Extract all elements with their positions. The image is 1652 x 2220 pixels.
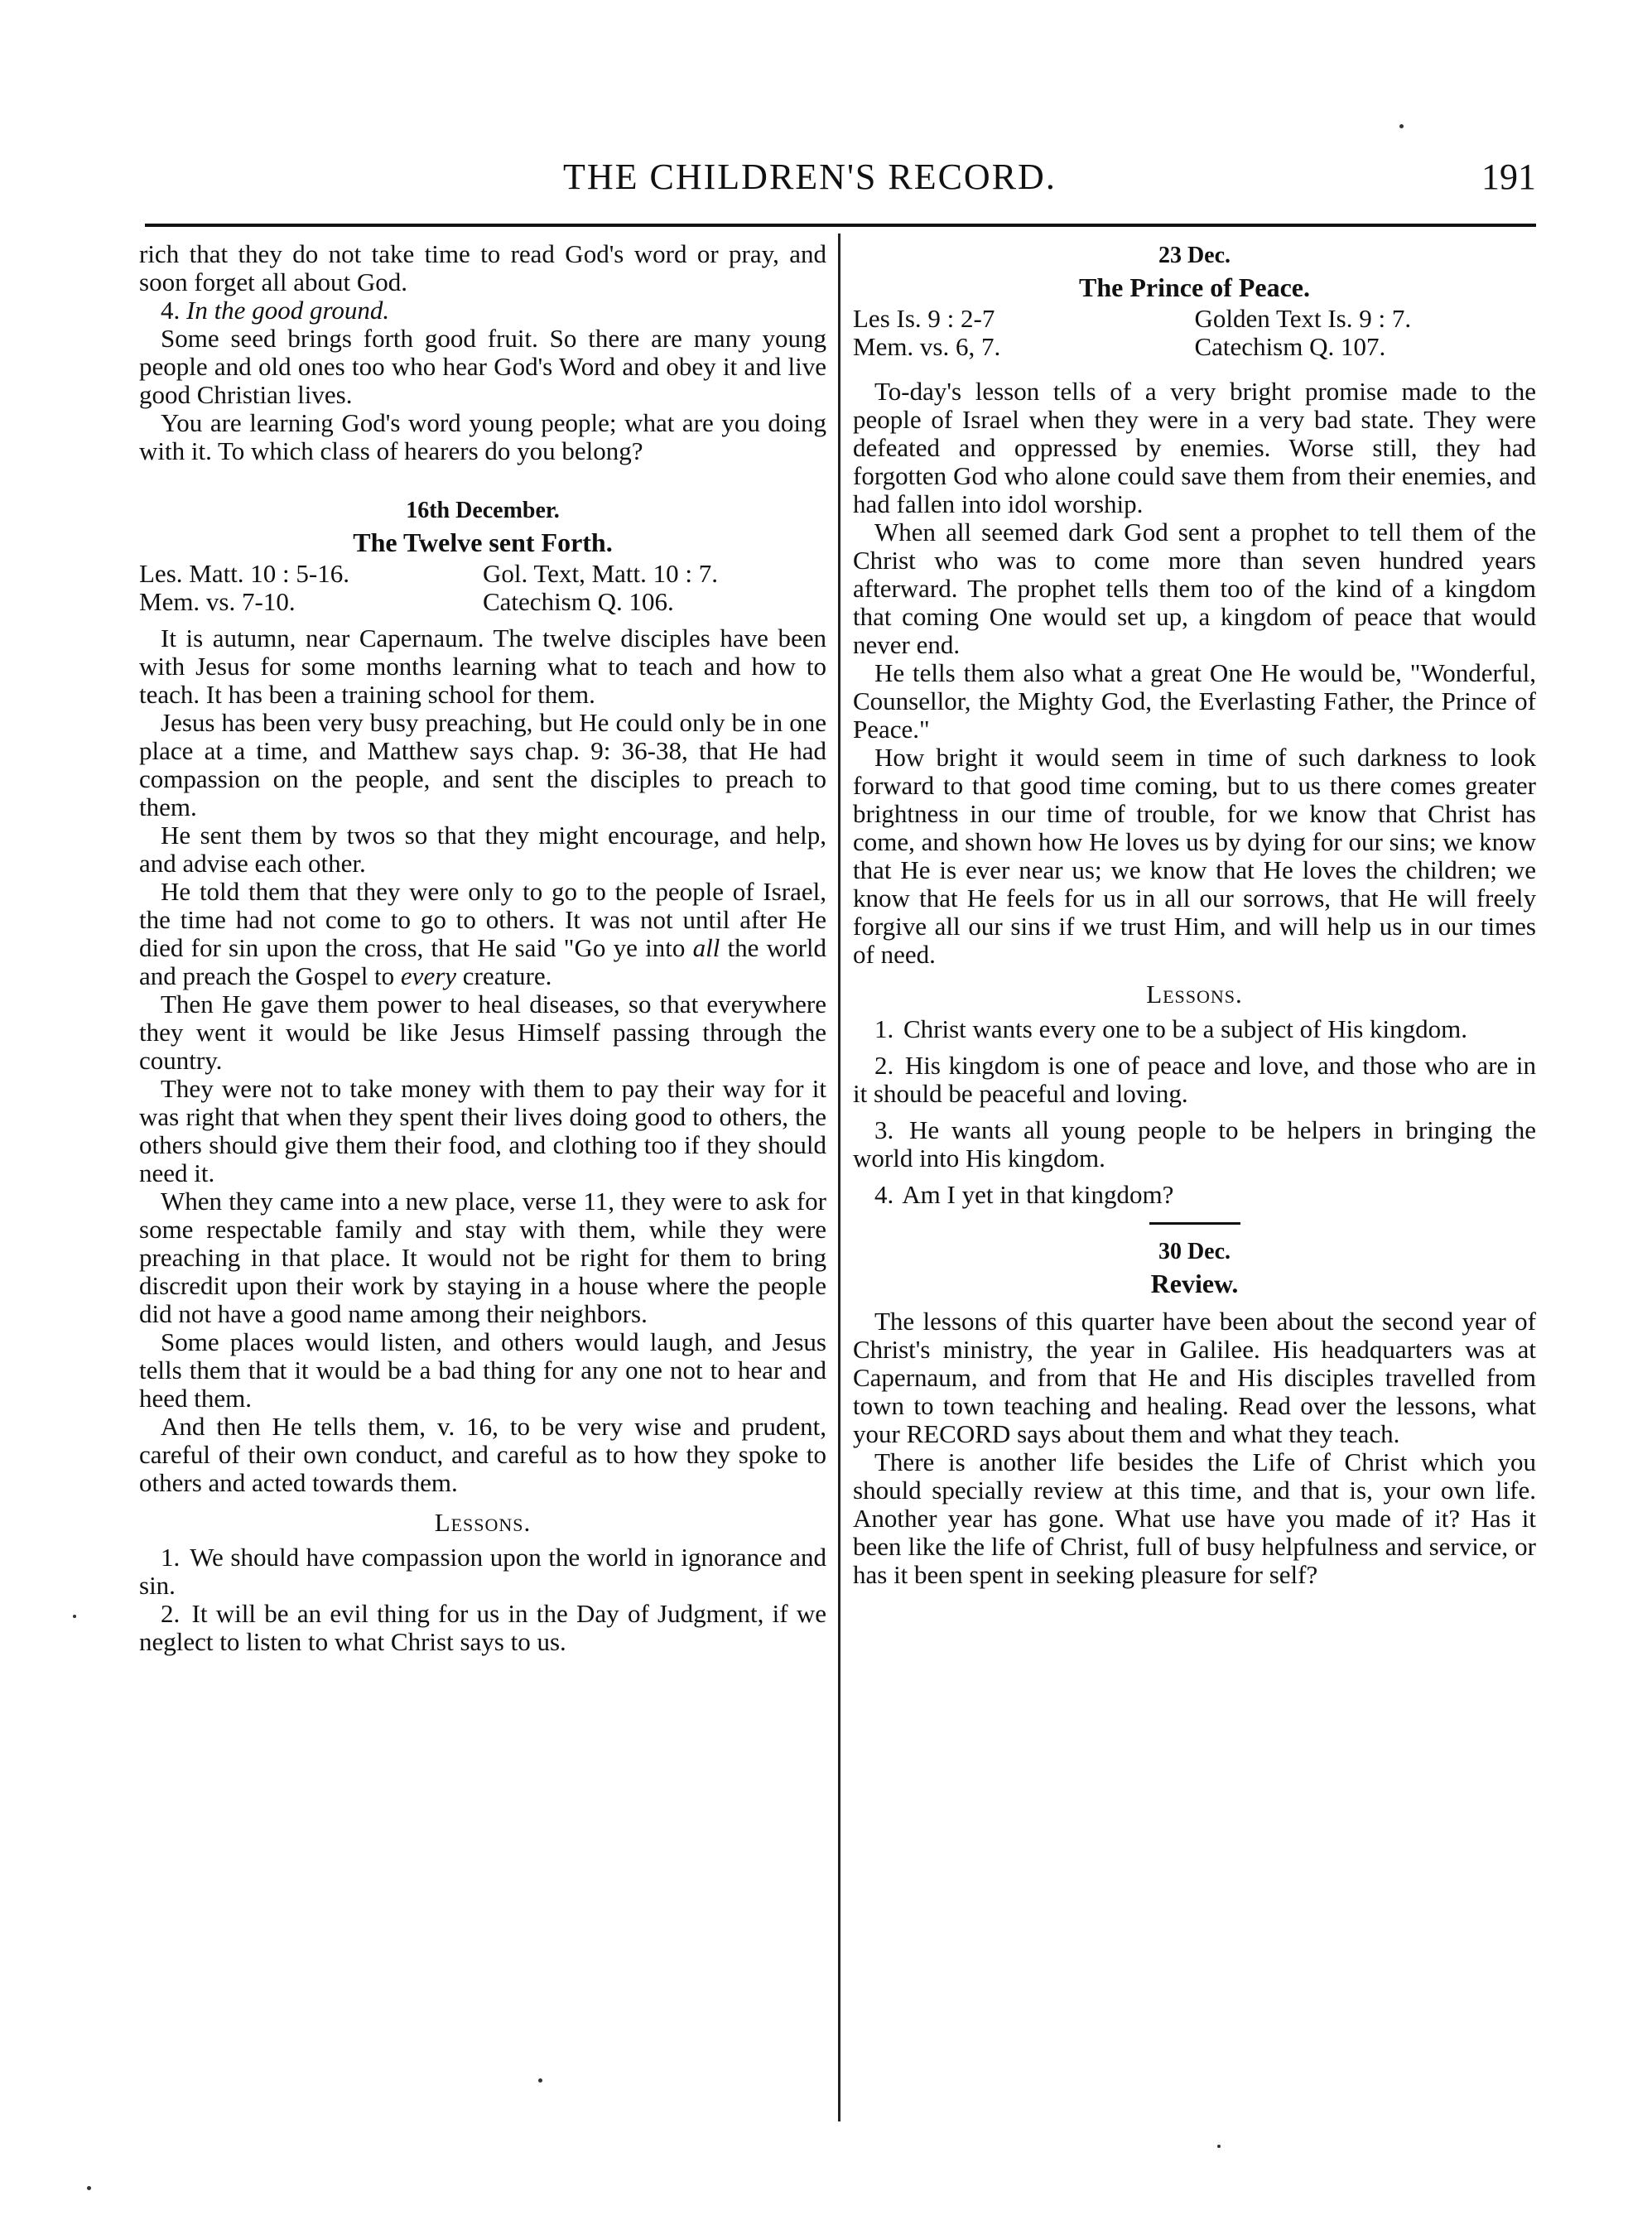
- lesson-references: [853, 305, 1536, 361]
- header-rule: [145, 224, 1536, 227]
- lesson-title: The Twelve sent Forth.: [353, 527, 613, 557]
- paragraph: How bright it would seem in time of such darkness to look forward to that good time coming, but to us there comes greater brightness in our time of trouble, for we know that Christ has come, and shown how He loves us by dying for our sins; we know that He is ever near us; we know that He loves the children; we know that He feels for us in all our sorrows, that He will freely forgive all our sins if we trust Him, and will help us in our times of need.: [853, 743, 1536, 969]
- memory-ref: Mem. vs. 6, 7.: [853, 332, 1001, 361]
- paragraph: Some seed brings forth good fruit. So there are many young people and old ones too who hear God's Word and obey it and live good Christian lives.: [139, 324, 826, 409]
- lesson-point: 4. Am I yet in that kingdom?: [874, 1180, 1174, 1209]
- scan-speck: [1399, 124, 1404, 128]
- column-divider: [838, 234, 840, 2121]
- lesson-title: The Prince of Peace.: [1079, 272, 1310, 302]
- page-number: 191: [1481, 157, 1536, 197]
- golden-text-ref: Gol. Text, Matt. 10 : 7.: [483, 559, 718, 588]
- paragraph: Then He gave them power to heal diseases, so that everywhere they went it would be like Jesus Himself passing through the country.: [139, 990, 826, 1075]
- paragraph: He tells them also what a great One He would be, "Wonderful, Counsellor, the Mighty God, the Everlasting Father, the Prince of Peace.": [853, 658, 1536, 744]
- lesson-point: 2. It will be an evil thing for us in the Day of Judgment, if we neglect to listen to what Christ says to us.: [139, 1599, 827, 1656]
- paragraph: When they came into a new place, verse 11, they were to ask for some respectable family and stay with them, while they were preaching in that place. It would not be right for them to bring discredit upon their work by staying in a house where the people did not have a good name among their neighbors.: [139, 1187, 826, 1328]
- paragraph: It is autumn, near Capernaum. The twelve disciples have been with Jesus for some months learning what to teach and how to teach. It has been a training school for them.: [139, 624, 826, 709]
- lesson-point: 1. Christ wants every one to be a subject of His kingdom.: [874, 1014, 1468, 1043]
- point-number: 4.: [161, 296, 181, 325]
- paragraph: Jesus has been very busy preaching, but He could only be in one place at a time, and Matthew says chap. 9: 36-38, that He had compassion on the people, and sent the disciples to preach to them.: [139, 708, 826, 821]
- paragraph: rich that they do not take time to read God's word or pray, and soon forget all about God.: [139, 239, 826, 296]
- lesson-point: 3. He wants all young people to be helpers in bringing the world into His kingdom.: [853, 1115, 1536, 1173]
- lesson-title: Review.: [1150, 1269, 1239, 1298]
- right-column: [853, 240, 1536, 1589]
- lesson-ref: Les Is. 9 : 2-7: [853, 304, 995, 333]
- lesson-date: 23 Dec.: [1158, 243, 1231, 268]
- paragraph: And then He tells them, v. 16, to be very wise and prudent, careful of their own conduct, and careful as to how they spoke to others and acted towards them.: [139, 1412, 826, 1497]
- lesson-date: 16th December.: [406, 498, 560, 523]
- running-head: [145, 156, 1536, 205]
- running-title: THE CHILDREN'S RECORD.: [563, 157, 1057, 197]
- lesson-point: 1. We should have compassion upon the world in ignorance and sin.: [139, 1543, 826, 1600]
- point-title: In the good ground.: [186, 296, 390, 325]
- section-rule: [1149, 1222, 1240, 1225]
- paragraph: To-day's lesson tells of a very bright promise made to the people of Israel when they were in a very bad state. They were defeated and oppressed by enemies. Worse still, they had forgotten God who alone could save them from their enemies, and had fallen into idol worship.: [853, 377, 1536, 518]
- left-column: [139, 240, 826, 1656]
- paragraph: The lessons of this quarter have been about the second year of Christ's ministry, the year in Galilee. His headquarters was at Capernaum, and from that He and His disciples travelled from town to town teaching and healing. Read over the lessons, what your RECORD says about them and what they teach.: [853, 1307, 1536, 1448]
- memory-ref: Mem. vs. 7-10.: [139, 587, 296, 616]
- paragraph: Some places would listen, and others would laugh, and Jesus tells them that it would be a bad thing for any one not to hear and heed them.: [139, 1327, 826, 1413]
- scan-speck: [73, 1615, 76, 1618]
- lesson-references: [139, 560, 826, 616]
- scan-speck: [538, 2078, 542, 2083]
- paragraph: He told them that they were only to go to the people of Israel, the time had not come to go to others. It was not until after He died for sin upon the cross, that He said "Go ye into all the world and preach the Gospel to every creature.: [139, 877, 827, 990]
- lessons-label: Lessons.: [434, 1508, 532, 1537]
- paragraph: When all seemed dark God sent a prophet to tell them of the Christ who was to come more than seven hundred years afterward. The prophet tells them too of the kind of a kingdom that coming One would set up, a kingdom of peace that would never end.: [853, 518, 1536, 659]
- point-heading: [139, 296, 826, 325]
- paragraph: They were not to take money with them to pay their way for it was right that when they spent their lives doing good to others, the others should give them their food, and clothing too if they should need it.: [139, 1074, 826, 1187]
- lesson-point: 2. His kingdom is one of peace and love, and those who are in it should be peaceful and loving.: [853, 1051, 1536, 1108]
- lessons-label: Lessons.: [1146, 980, 1243, 1009]
- scan-speck: [87, 2186, 91, 2190]
- catechism-ref: Catechism Q. 107.: [1194, 332, 1386, 361]
- scan-speck: [1217, 2145, 1221, 2148]
- golden-text-ref: Golden Text Is. 9 : 7.: [1194, 304, 1412, 333]
- paragraph: There is another life besides the Life of Christ which you should specially review at this time, and that is, your own life. Another year has gone. What use have you made of it? Has it been like the life of Christ, full of busy helpfulness and service, or has it been spent in seeking pleasure for self?: [853, 1447, 1536, 1589]
- paragraph: You are learning God's word young people; what are you doing with it. To which class of hearers do you belong?: [139, 408, 826, 465]
- paragraph: He sent them by twos so that they might encourage, and help, and advise each other.: [139, 821, 826, 878]
- lesson-date: 30 Dec.: [1158, 1239, 1231, 1264]
- catechism-ref: Catechism Q. 106.: [483, 587, 674, 616]
- lesson-ref: Les. Matt. 10 : 5-16.: [139, 559, 349, 588]
